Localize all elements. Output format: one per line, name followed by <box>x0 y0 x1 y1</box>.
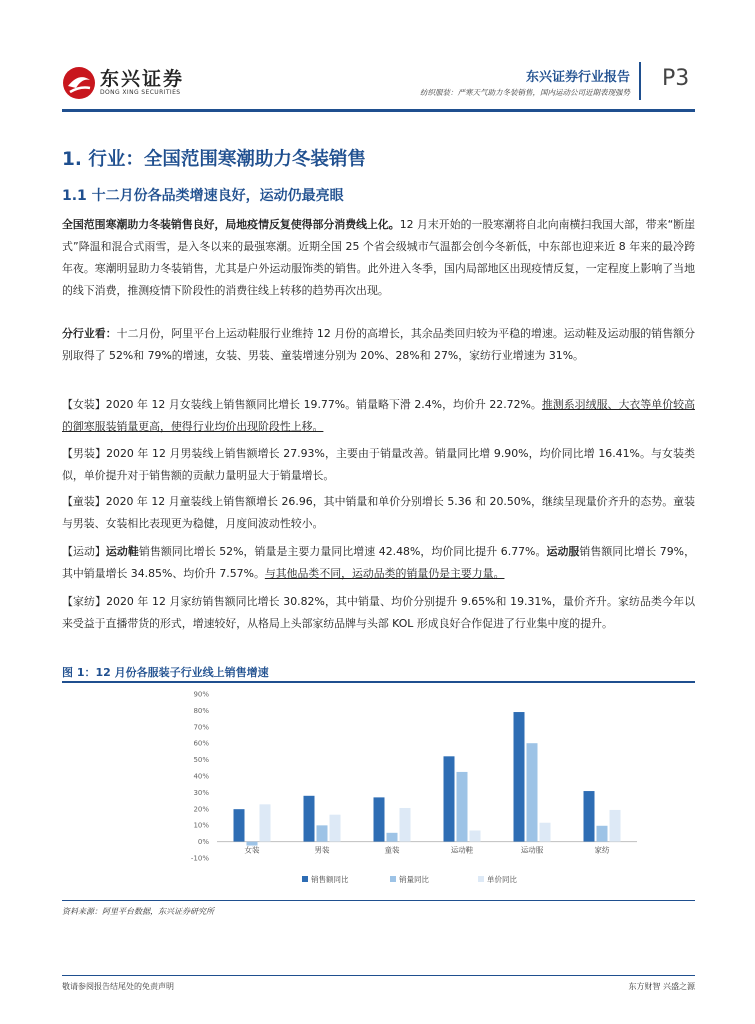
bar <box>457 772 468 842</box>
bar <box>597 826 608 842</box>
legend-label: 销售额同比 <box>311 875 349 884</box>
bar <box>444 756 455 841</box>
bar <box>540 823 551 842</box>
figure-rule-bottom <box>62 900 695 901</box>
legend-label: 单价同比 <box>487 875 517 884</box>
bar <box>304 796 315 842</box>
y-tick-label: 40% <box>193 772 209 781</box>
womenswear-body: 【女装】2020 年 12 月女装线上销售额同比增长 19.77%。销量略下滑 2.4%，均价升 22.72%。 <box>62 398 542 411</box>
figure-title: 图 1：12 月份各服装子行业线上销售增速 <box>62 666 269 679</box>
y-tick-label: -10% <box>190 854 209 863</box>
x-tick-label: 运动鞋 <box>450 845 474 855</box>
paragraph-by-industry <box>62 323 695 367</box>
paragraph-kidswear: 【童装】2020 年 12 月童装线上销售额增长 26.96，其中销量和单价分别增长 5.36 和 20.50%，继续呈现量价齐升的态势。童装与男装、女装相比表现更为稳健，月度间波动性较小。 <box>62 495 695 530</box>
sports-highlight: 与其他品类不同，运动品类的销量仍是主要力量。 <box>264 567 505 580</box>
y-tick-label: 30% <box>193 788 209 797</box>
womenswear-highlight: 推测系羽绒服、大衣等单价较高的御寒服装销量更高，使得行业均价出现阶段性上移。 <box>62 398 695 433</box>
page-number: P3 <box>662 66 690 91</box>
paragraph-overview <box>62 214 695 302</box>
footer-slogan: 东方财智 兴盛之源 <box>628 982 695 991</box>
legend-label: 销量同比 <box>399 875 429 884</box>
bar-chart <box>62 684 695 896</box>
sports-shoes-body: 销售额同比增长 52%，销量是主要力量同比增速 42.48%，均价同比提升 6.77%。 <box>138 545 547 558</box>
footer-disclaimer: 敬请参阅报告结尾处的免责声明 <box>62 982 174 991</box>
paragraph-sports <box>62 541 695 585</box>
y-tick-label: 90% <box>193 690 209 699</box>
sports-tag: 【运动】 <box>62 545 106 558</box>
industry-body: 十二月份，阿里平台上运动鞋服行业维持 12 月份的高增长，其余品类回归较为平稳的增速。运动鞋及运动服的销售额分别取得了 52%和 79%的增速，女装、男装、童装增速分别为 20%、28%和 27%，家纺行业增速为 31%。 <box>62 327 695 362</box>
y-tick-label: 50% <box>193 756 209 765</box>
y-tick-label: 10% <box>193 821 209 830</box>
sports-apparel-label: 运动服 <box>546 545 580 558</box>
paragraph-home-textile: 【家纺】2020 年 12 月家纺销售额同比增长 30.82%，其中销量、均价分别提升 9.65%和 19.31%，量价齐升。家纺品类今年以来受益于直播带货的形式，增速较好，从格局上头部家纺品牌与头部 KOL 形成良好合作促进了行业集中度的提升。 <box>62 595 695 630</box>
overview-body: 12 月末开始的一股寒潮将自北向南横扫我国大部，带来“断崖式”降温和混合式雨雪，是入冬以来的最强寒潮。近期全国 25 个省会级城市气温都会创今冬新低，中东部也迎来近 8 年来的最冷跨年夜。寒潮明显助力冬装销售，尤其是户外运动服饰类的销售。此外进入冬季，国内局部地区出现疫情反复，一定程度上影响了当地的线下消费，推测疫情下阶段性的消费往线上转移的趋势再次出现。 <box>62 218 695 297</box>
legend-swatch <box>478 876 484 882</box>
y-tick-label: 60% <box>193 739 209 748</box>
overview-lead: 全国范围寒潮助力冬装销售良好，局地疫情反复使得部分消费线上化。 <box>62 218 400 231</box>
figure-rule-top <box>62 681 695 683</box>
bar <box>234 809 245 841</box>
y-tick-label: 80% <box>193 706 209 715</box>
y-tick-label: 0% <box>197 838 209 847</box>
x-tick-label: 男装 <box>314 845 330 855</box>
x-tick-label: 运动服 <box>520 845 544 855</box>
paragraph-menswear: 【男装】2020 年 12 月男装线上销售额增长 27.93%，主要由于销量改善。销量同比增 9.90%，均价同比增 16.41%。与女装类似，单价提升对于销售额的贡献力量明显大于销量增长。 <box>62 447 695 482</box>
footer-rule <box>62 975 695 976</box>
bar <box>317 825 328 841</box>
x-tick-label: 童装 <box>384 845 400 855</box>
y-tick-label: 70% <box>193 723 209 732</box>
bar <box>374 797 385 841</box>
bar <box>260 804 271 841</box>
bar <box>470 830 481 841</box>
bar <box>610 810 621 842</box>
industry-lead: 分行业看： <box>62 327 117 340</box>
legend-swatch <box>302 876 308 882</box>
section-heading: 1. 行业：全国范围寒潮助力冬装销售 <box>62 149 366 170</box>
header-divider <box>639 62 641 100</box>
subsection-heading: 1.1 十二月份各品类增速良好，运动仍最亮眼 <box>62 188 344 204</box>
legend-swatch <box>390 876 396 882</box>
company-logo-icon <box>62 66 96 100</box>
bar <box>527 743 538 841</box>
figure-source: 资料来源：阿里平台数据，东兴证券研究所 <box>62 907 214 916</box>
sports-shoes-label: 运动鞋 <box>105 545 139 558</box>
report-title: 东兴证券行业报告 <box>525 70 630 85</box>
y-tick-label: 20% <box>193 805 209 814</box>
bar <box>387 833 398 842</box>
paragraph-womenswear <box>62 394 695 438</box>
bar <box>584 791 595 842</box>
bar <box>400 808 411 842</box>
logo-subtext: DONG XING SECURITIES <box>100 89 181 96</box>
header-rule <box>62 109 695 112</box>
bar <box>330 815 341 842</box>
x-tick-label: 女装 <box>244 845 260 855</box>
logo-text: 东兴证券 <box>100 68 185 90</box>
sports-apparel-body: 销售额同比增长 79%，其中销量增长 34.85%、均价升 7.57%。 <box>62 545 695 580</box>
bar <box>514 712 525 842</box>
x-tick-label: 家纺 <box>594 845 610 855</box>
report-subtitle: 纺织服装：严寒天气助力冬装销售，国内运动公司近期表现强势 <box>420 88 630 97</box>
